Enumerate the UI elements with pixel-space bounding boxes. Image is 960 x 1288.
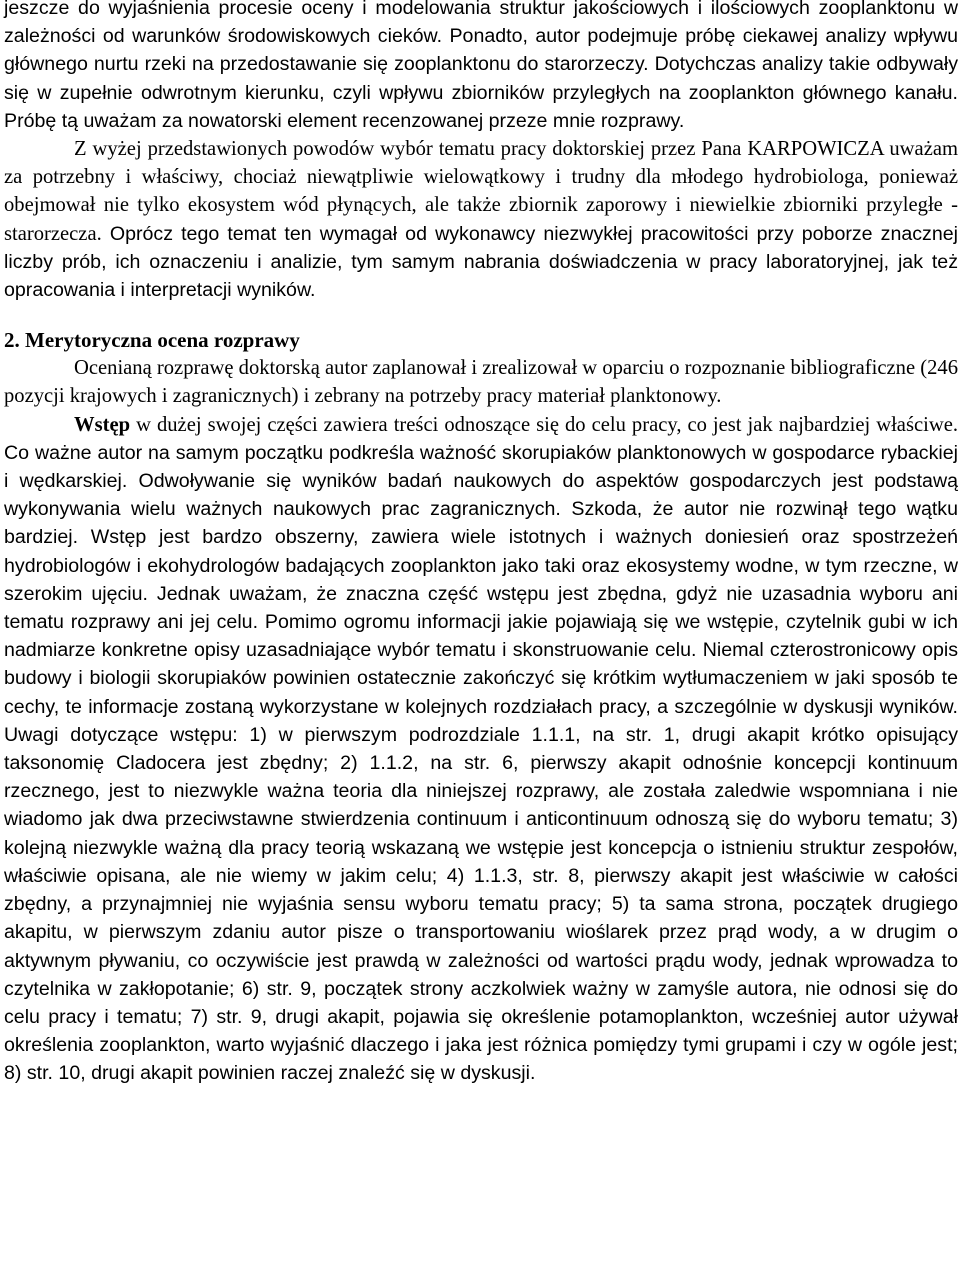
paragraph-introduction-review-serif: w dużej swojej części zawiera treści odnoszące się do celu pracy, co jest jak najbardziej właściwe. (130, 413, 958, 436)
paragraph-assessment-text: Ocenianą rozprawę doktorską autor zaplanował i zrealizował w oparciu o rozpoznanie bibliograficzne (246 pozycji krajowych i zagranicznych) i zebrany na potrzeby pracy materiał planktonowy. (4, 357, 958, 408)
section-title: Merytoryczna ocena rozprawy (25, 328, 300, 353)
paragraph-topic-choice-sans: Oprócz tego temat ten wymagał od wykonawcy niezwykłej pracowitości przy poborze znacznej liczby prób, ich oznaczeniu i analizie, tym samym nabrania doświadczenia w pracy laboratoryjnej, jak też opracowania i interpretacji wyników. (4, 222, 958, 302)
section-number: 2. (4, 328, 20, 353)
section-heading (4, 326, 958, 354)
paragraph-introduction-review-sans: Co ważne autor na samym początku podkreśla ważność skorupiaków planktonowych w gospodarce rybackiej i wędkarskiej. Odwoływanie się wyników badań naukowych do aspektów gospodarczych jest podstawą wykonywania wielu ważnych naukowych prac zagranicznych. Szkoda, że autor nie rozwinął tego wątku bardziej. Wstęp jest bardzo obszerny, zawiera wiele istotnych i ważnych doniesień oraz spostrzeżeń hydrobiologów i ekohydrologów badających zooplankton jako taki oraz ekosystemy wodne, w tym rzeczne, w szerokim ujęciu. Jednak uważam, że znaczna część wstępu jest zbędna, gdyż nie uzasadnia wyboru ani tematu rozprawy ani jej celu. Pomimo ogromu informacji jakie pojawiają się we wstępie, czytelnik gubi w ich nadmiarze konkretne opisy uzasadniające wybór tematu i skonstruowanie celu. Niemal czterostronicowy opis budowy i biologii skorupiaków powinien ostatecznie zakończyć się krótkim wytłumaczeniem w jaki sposób te cechy, te informacje zostaną wykorzystane w kolejnych rozdziałach pracy, a szczególnie w dyskusji wyników. Uwagi dotyczące wstępu: 1) w pierwszym podrozdziale 1.1.1, na str. 1, drugi akapit krótko opisujący taksonomię Cladocera jest zbędny; 2) 1.1.2, na str. 6, pierwszy akapit odnośnie koncepcji kontinuum rzecznego, jest to niezwykle ważna teoria dla niniejszej rozprawy, ale została zaledwie wspomniana i nie wiadomo jak dwa przeciwstawne stwierdzenia continuum i anticontinuum odnoszą się do wyboru tematu; 3) kolejną niezwykle ważną dla pracy teorią wskazaną we wstępie jest koncepcja o istnieniu struktur zespołów, właściwie opisana, ale nie wiemy w jakim celu; 4) 1.1.3, str. 8, pierwszy akapit jest właściwie w całości zbędny, a przynajmniej nie wyjaśnia sensu wyboru tematu pracy; 5) ta sama strona, początek drugiego akapitu, w pierwszym zdaniu autor pisze o transportowaniu wioślarek przez prąd wody, a w drugim o aktywnym pływaniu, co oczywiście jest prawdą w zależności od wartości prądu wody, jednak wprowadza to czytelnika w zakłopotanie; 6) str. 9, początek strony aczkolwiek ważny w zamyśle autora, nie odnosi się do celu pracy i tematu; 7) str. 9, drugi akapit, pojawia się określenie potamoplankton, wcześniej autor używał określenia zooplankton, warto wyjaśnić dlaczego i jaka jest różnica pomiędzy tymi grupami i czy w ogóle jest; 8) str. 10, drugi akapit powinien raczej znaleźć się w dyskusji. (4, 441, 958, 1085)
document-page (4, 0, 958, 1088)
paragraph-assessment (4, 354, 958, 410)
paragraph-topic-choice-serif: Z wyżej przedstawionych powodów wybór tematu pracy doktorskiej przez Pana KARPOWICZA uważam za potrzebny i właściwy, chociaż niewątpliwie wielowątkowy i trudny dla młodego hydrobiologa, ponieważ obejmował nie tylko ekosystem wód płynących, ale także zbiornik zaporowy i niewielkie zbiorniki przyległe - starorzecza. (4, 138, 958, 245)
paragraph-intro (4, 0, 958, 135)
paragraph-intro-text: jeszcze do wyjaśnienia procesie oceny i modelowania struktur jakościowych i ilościowych zooplanktonu w zależności od warunków środowiskowych cieków. Ponadto, autor podejmuje próbę ciekawej analizy wpływu głównego nurtu rzeki na przedostawanie się zooplanktonu do starorzeczy. Dotychczas analizy takie odbywały się w zupełnie odwrotnym kierunku, czyli wpływu zbiorników przyległych na zooplankton głównego kanału. Próbę tą uważam za nowatorski element recenzowanej przeze mnie rozprawy. (4, 0, 958, 132)
term-wstep: Wstęp (74, 413, 131, 436)
paragraph-topic-choice (4, 135, 958, 304)
paragraph-introduction-review (4, 411, 958, 1088)
